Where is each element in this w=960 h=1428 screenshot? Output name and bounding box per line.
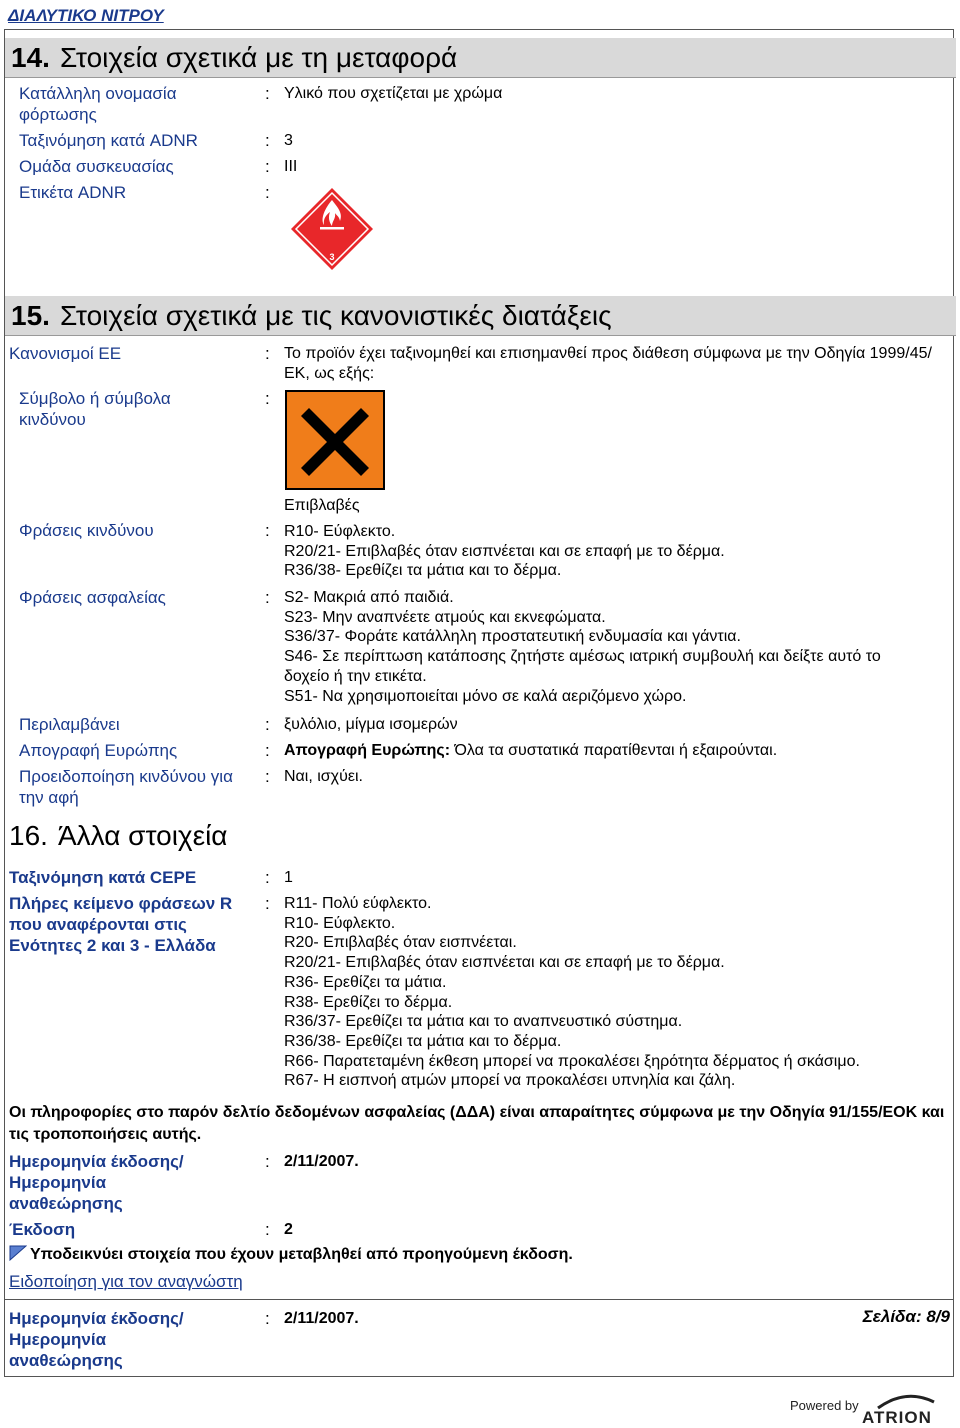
section-16-title: Άλλα στοιχεία xyxy=(57,820,228,851)
list-item: R20- Επιβλαβές όταν εισπνέεται. xyxy=(284,934,517,952)
changed-note: Υποδεικνύει στοιχεία που έχουν μεταβληθεί από προηγούμενη έκδοση. xyxy=(30,1246,573,1263)
list-item: R10- Εύφλεκτο. xyxy=(284,914,396,932)
colon: : xyxy=(265,715,270,734)
list-item: S51- Να χρησιμοποιείται μόνο σε καλά αεριζόμενο χώρο. xyxy=(284,687,687,705)
brand-logo: ATRION xyxy=(862,1408,932,1427)
list-item: S36/37- Φοράτε κατάλληλη προστατευτική ενδυμασία και γάντια. xyxy=(284,628,741,646)
version-label: Έκδοση xyxy=(9,1220,76,1239)
diamond-class-number: 3 xyxy=(329,252,335,262)
section-14-title: Στοιχεία σχετικά με τη μεταφορά xyxy=(59,42,458,73)
eu-regulations-value: Το προϊόν έχει ταξινομηθεί και επισημανθεί προς διάθεση σύμφωνα με την Οδηγία 1999/45/ΕΚ, ως εξής: xyxy=(284,345,932,382)
list-item: R11- Πολύ εύφλεκτο. xyxy=(284,895,432,912)
colon: : xyxy=(265,344,270,363)
eu-regulations-label: Κανονισμοί ΕΕ xyxy=(9,344,122,363)
colon: : xyxy=(265,389,270,408)
full-text-label: Πλήρες κείμενο φράσεων R που αναφέρονται στις Ενότητες 2 και 3 - Ελλάδα xyxy=(9,894,233,955)
colon: : xyxy=(265,588,270,607)
footer-divider xyxy=(4,1299,954,1300)
reader-notice-link[interactable]: Ειδοποίηση για τον αναγνώστη xyxy=(9,1272,243,1291)
section-16-header xyxy=(9,820,228,852)
footer-date-value: 2/11/2007. xyxy=(284,1310,359,1327)
adnr-class-value: 3 xyxy=(284,132,293,149)
issue-date-value: 2/11/2007. xyxy=(284,1153,359,1170)
section-15-title: Στοιχεία σχετικά με τις κανονιστικές διατάξεις xyxy=(59,300,612,331)
colon: : xyxy=(265,1152,270,1171)
colon: : xyxy=(265,1309,270,1328)
list-item: S46- Σε περίπτωση κατάποσης ζητήστε αμέσως ιατρική συμβουλή και δείξτε αυτό το xyxy=(284,648,881,666)
cepe-label: Ταξινόμηση κατά CEPE xyxy=(9,868,197,887)
issue-date-label: Ημερομηνία έκδοσης/Ημερομηνία αναθεώρησης xyxy=(9,1152,184,1213)
inventory-value-text: Όλα τα συστατικά παρατίθενται ή εξαιρούνται. xyxy=(454,742,778,759)
footer-date-label: Ημερομηνία έκδοσης/Ημερομηνία αναθεώρησης xyxy=(9,1309,184,1370)
colon: : xyxy=(265,868,270,887)
risk-phrases-label: Φράσεις κινδύνου xyxy=(19,521,154,540)
hazard-symbol-caption: Επιβλαβές xyxy=(284,497,360,514)
list-item: R10- Εύφλεκτο. xyxy=(284,523,396,540)
safety-phrases-list xyxy=(284,588,881,706)
colon: : xyxy=(265,157,270,176)
section-14-header xyxy=(5,38,956,78)
list-item: R36/38- Ερεθίζει τα μάτια και το δέρμα. xyxy=(284,562,562,580)
contains-label: Περιλαμβάνει xyxy=(19,715,120,734)
list-item: R36/38- Ερεθίζει τα μάτια και το δέρμα. xyxy=(284,1032,562,1050)
list-item: R36- Ερεθίζει τα μάτια. xyxy=(284,973,447,991)
list-item: R67- Η εισπνοή ατμών μπορεί να προκαλέσει υπνηλία και ζάλη. xyxy=(284,1072,736,1090)
colon: : xyxy=(265,183,270,202)
touch-warning-value: Ναι, ισχύει. xyxy=(284,768,363,785)
directive-note: Οι πληροφορίες στο παρόν δελτίο δεδομένων ασφαλείας (ΔΔΑ) είναι απαραίτητες σύμφωνα με την Οδηγία 91/155/ΕΟΚ και τις τροποποιήσεις αυτής. xyxy=(9,1104,945,1143)
inventory-label: Απογραφή Ευρώπης xyxy=(19,741,178,760)
adnr-class-label: Ταξινόμηση κατά ADNR xyxy=(19,131,198,150)
risk-phrases-list xyxy=(284,522,725,581)
version-value: 2 xyxy=(284,1221,293,1238)
flammable-liquid-diamond-icon xyxy=(289,186,375,272)
colon: : xyxy=(265,131,270,150)
list-item: R36/37- Ερεθίζει τα μάτια και το αναπνευστικό σύστημα. xyxy=(284,1013,683,1031)
colon: : xyxy=(265,894,270,913)
colon: : xyxy=(265,741,270,760)
hazard-symbol-label: Σύμβολο ή σύμβολα κινδύνου xyxy=(19,389,171,429)
document-title: ΔΙΑΛΥΤΙΚΟ ΝΙΤΡΟΥ xyxy=(8,6,164,25)
powered-by-text: Powered by xyxy=(790,1398,859,1413)
colon: : xyxy=(265,84,270,103)
touch-warning-label: Προειδοποίηση κινδύνου για την αφή xyxy=(19,767,233,807)
list-item: R38- Ερεθίζει το δέρμα. xyxy=(284,993,453,1011)
full-text-phrases-list xyxy=(284,894,860,1091)
inventory-value xyxy=(284,741,777,761)
page-number: Σελίδα: 8/9 xyxy=(862,1307,950,1326)
list-item: R20/21- Επιβλαβές όταν εισπνέεται και σε επαφή με το δέρμα. xyxy=(284,542,725,560)
contains-value: ξυλόλιο, μίγμα ισομερών xyxy=(284,716,458,733)
list-item: δοχείο ή την ετικέτα. xyxy=(284,667,427,685)
brand-swoosh-icon xyxy=(876,1392,936,1410)
section-14-number: 14. xyxy=(11,42,50,73)
list-item: S23- Μην αναπνέετε ατμούς και εκνεφώματα. xyxy=(284,608,606,626)
harmful-x-symbol-icon xyxy=(285,390,385,490)
packing-group-label: Ομάδα συσκευασίας xyxy=(19,157,174,176)
list-item: R20/21- Επιβλαβές όταν εισπνέεται και σε επαφή με το δέρμα. xyxy=(284,954,725,972)
colon: : xyxy=(265,1220,270,1239)
inventory-value-bold: Απογραφή Ευρώπης: xyxy=(284,742,451,759)
list-item: R66- Παρατεταμένη έκθεση μπορεί να προκαλέσει ξηρότητα δέρματος ή σκάσιμο. xyxy=(284,1052,860,1070)
adnr-label-label: Ετικέτα ADNR xyxy=(19,183,127,202)
section-15-header xyxy=(5,296,956,336)
safety-phrases-label: Φράσεις ασφαλείας xyxy=(19,588,166,607)
section-15-number: 15. xyxy=(11,300,50,331)
cepe-value: 1 xyxy=(284,869,293,886)
shipping-name-label: Κατάλληλη ονομασία φόρτωσης xyxy=(19,84,177,124)
shipping-name-value: Υλικό που σχετίζεται με χρώμα xyxy=(284,85,503,102)
colon: : xyxy=(265,767,270,786)
section-16-number: 16. xyxy=(9,820,48,851)
change-marker-icon xyxy=(9,1245,27,1261)
colon: : xyxy=(265,521,270,540)
list-item: S2- Μακριά από παιδιά. xyxy=(284,589,454,606)
packing-group-value: III xyxy=(284,158,298,175)
